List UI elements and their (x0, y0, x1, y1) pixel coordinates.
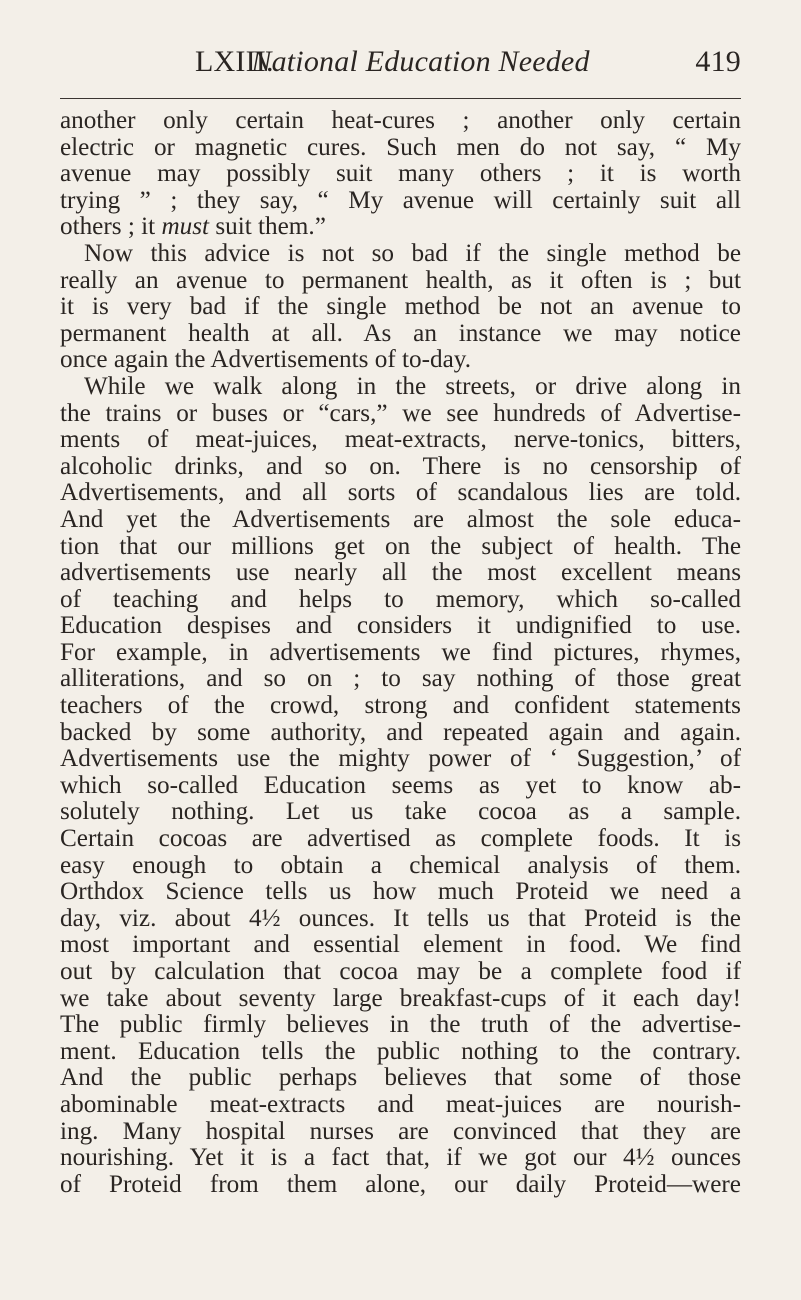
text-line: Now this advice is not so bad if the single method be (84, 239, 741, 267)
text-line: The public firmly believes in the truth of the advertise- (60, 1011, 741, 1039)
text-line: ment. Education tells the public nothing to the contrary. (60, 1037, 741, 1065)
text-line: And the public perhaps believes that some of those (60, 1064, 741, 1092)
text-line: teachers of the crowd, strong and confident statements (60, 692, 741, 720)
text-line: another only certain heat-cures ; another only certain (60, 107, 741, 134)
header-rule (60, 98, 741, 99)
text-line: permanent health at all. As an instance we may notice (60, 319, 741, 347)
text-line: tion that our millions get on the subject of health. The (60, 532, 741, 560)
text-line: backed by some authority, and repeated again and again. (60, 718, 741, 746)
text-line: out by calculation that cocoa may be a complete food if (60, 958, 741, 985)
text-line: Advertisements, and all sorts of scandalous lies are told. (60, 479, 741, 507)
text-line: Education despises and considers it undignified to use. (60, 612, 741, 640)
text-line: And yet the Advertisements are almost the sole educa- (60, 505, 741, 533)
text-line: of teaching and helps to memory, which so-called (60, 585, 741, 613)
body-text (60, 108, 741, 1198)
text-line: avenue may possibly suit many others ; it is worth (60, 160, 741, 188)
text-line: others ; it must suit them.” (60, 213, 326, 241)
text-line: Certain cocoas are advertised as complete foods. It is (60, 825, 741, 853)
text-line: alcoholic drinks, and so on. There is no censorship of (60, 452, 741, 480)
text-line: it is very bad if the single method be not an avenue to (60, 293, 741, 321)
text-line: While we walk along in the streets, or drive along in (84, 372, 741, 400)
text-line: solutely nothing. Let us take cocoa as a sample. (60, 798, 741, 826)
text-line: of Proteid from them alone, our daily Proteid—were (60, 1170, 741, 1198)
text-line: most important and essential element in food. We find (60, 931, 741, 959)
text-line: the trains or buses or “cars,” we see hundreds of Advertise- (60, 399, 741, 427)
text-line: easy enough to obtain a chemical analysis of them. (60, 851, 741, 879)
text-line: alliterations, and so on ; to say nothing of those great (60, 665, 741, 693)
text-line: trying ” ; they say, “ My avenue will certainly suit all (60, 186, 741, 214)
text-line: abominable meat-extracts and meat-juices are nourish- (60, 1090, 741, 1118)
page-number: 419 (695, 45, 741, 78)
text-line: advertisements use nearly all the most excellent means (60, 559, 741, 587)
text-line: really an avenue to permanent health, as it often is ; but (60, 266, 741, 294)
text-line: day, viz. about 4½ ounces. It tells us that Proteid is the (60, 904, 741, 932)
text-line: electric or magnetic cures. Such men do not say, “ My (60, 133, 741, 161)
text-line: Orthdox Science tells us how much Proteid we need a (60, 878, 741, 906)
text-line: For example, in advertisements we find pictures, rhymes, (60, 638, 741, 666)
running-title: National Education Needed (251, 45, 590, 78)
text-line: ments of meat-juices, meat-extracts, nerve-tonics, bitters, (60, 426, 741, 454)
text-line: nourishing. Yet it is a fact that, if we got our 4½ ounces (60, 1144, 741, 1172)
text-line: we take about seventy large breakfast-cups of it each day! (60, 984, 741, 1012)
running-header (60, 40, 741, 84)
text-line: ing. Many hospital nurses are convinced that they are (60, 1117, 741, 1145)
text-line: once again the Advertisements of to-day. (60, 346, 472, 374)
text-line: which so-called Education seems as yet to know ab- (60, 771, 741, 799)
text-line: Advertisements use the mighty power of ‘ Suggestion,’ of (60, 745, 741, 773)
chapter-number: LXIII. (195, 45, 274, 78)
